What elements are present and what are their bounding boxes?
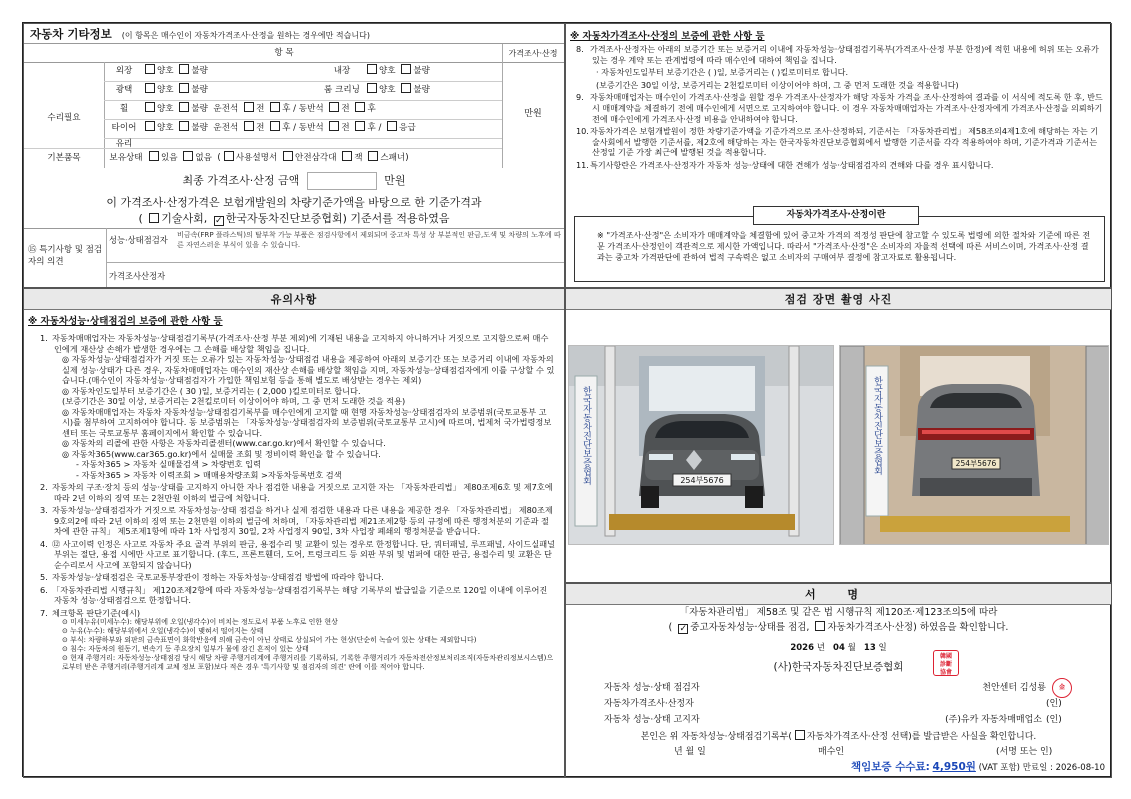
driver-seat-label: 운전석 — [213, 123, 239, 133]
tire-good-checkbox[interactable] — [145, 121, 155, 131]
price-definition-title: 자동차가격조사·산정이란 — [753, 206, 919, 225]
association-name: (사)한국자동차진단보증협회 — [773, 661, 904, 673]
gloss-bad-checkbox[interactable] — [179, 83, 189, 93]
criteria-item: ⊙ 부식: 차량하부와 외판의 금속표면이 화학반응에 의해 금속이 아닌 상태로 상실되어 가는 현상(단순히 녹슬어 있는 상태는 제외합니다) — [62, 636, 556, 645]
caution-subtitle: ※ 자동차성능·상태점검의 보증에 관한 사항 등 — [28, 316, 223, 327]
triangle-checkbox[interactable] — [283, 151, 293, 161]
fee-line — [566, 761, 1105, 774]
price-guarantee-list — [566, 44, 1111, 171]
caution-num: 7. — [40, 607, 48, 618]
fee-vat: (VAT 포함) — [978, 763, 1020, 773]
final-price-label: 최종 가격조사·산정 금액 — [182, 174, 300, 187]
special-notes-label: ⑮ 특기사항 및 점검자의 의견 — [28, 245, 103, 267]
wheel-passenger-rear-checkbox[interactable] — [355, 102, 365, 112]
front-label: 전 — [256, 123, 265, 133]
option-bad: 불량 — [191, 104, 208, 114]
caution-item-5 — [40, 572, 556, 583]
confirm-line: ( ✓ 중고자동차성능·상태를 점검, 자동차가격조사·산정) 하였음을 확인합니다. — [668, 622, 1009, 634]
caution-sub-2 — [62, 386, 556, 407]
performance-check-checkbox[interactable]: ✓ — [679, 624, 688, 634]
caution-item-1-text: 자동차매매업자는 자동차성능·상태점검기록부(가격조사·산정 부분 제외)에 기재된 내용을 고지하지 아니하거나 거짓으로 고지함으로써 매수인에게 재산상 손해가 발생한 경우에는 그 손해를 배상할 책임을 집니다. — [52, 333, 549, 354]
option-bad: 불량 — [191, 66, 208, 76]
rear-car-photo — [839, 345, 1109, 545]
tire-front-checkbox[interactable] — [244, 121, 254, 131]
caution-item-4 — [40, 538, 556, 571]
price-guarantee-item — [592, 80, 1103, 91]
exterior-good-checkbox[interactable] — [145, 64, 155, 74]
caution-sub-5 — [62, 449, 556, 481]
caution-item-6 — [40, 584, 556, 606]
price-appraiser-label: 자동차가격조사·산정자 — [604, 699, 694, 709]
photos-header: 점검 장면 촬영 사진 — [566, 289, 1111, 310]
wheel-bad-checkbox[interactable] — [179, 102, 189, 112]
price-guarantee-num: 10. — [576, 126, 589, 137]
caution-num: 2. — [40, 482, 48, 492]
front-plate-text: 254부5676 — [680, 476, 724, 485]
association-seal-icon: 韓國 診斷 協會 — [933, 650, 959, 676]
inspector-value: 천안센터 김성룡 — [982, 683, 1046, 693]
price-guarantee-item — [576, 92, 1103, 124]
notifier-value: (주)유카 자동차매매업소 — [945, 715, 1042, 725]
exterior-bad-checkbox[interactable] — [179, 64, 189, 74]
day-unit: 일 — [878, 643, 887, 653]
row-gloss-options — [142, 82, 208, 99]
receipt-a: 본인은 위 자동차성능·상태점검기록부( — [640, 732, 792, 742]
caution-item-4-text: ⑫ 사고이력 인정은 사고로 자동차 주요 골격 부위의 판금, 용접수리 및 교환이 있는 경우로 한정합니다. 단, 쿼터패널, 루프패널, 사이드실패널 부위는 절단, 용접 시에만 사고로 표기합니다. (후드, 프론트휀더, 도어, 트렁크리드 등 외판 부위 및 범퍼에 대한 판금, 용접수리 및 교환은 단순수리로서 사고에 포함되지 않습니다) — [52, 538, 556, 570]
interior-good-checkbox[interactable] — [367, 64, 377, 74]
price-guarantee-num: 11. — [576, 159, 589, 170]
price-guarantee-text: 특기사항란은 가격조사·산정자가 자동차 성능·상태에 대한 견해가 성능·상태점검자의 견해와 다를 경우 표시합니다. — [590, 159, 994, 170]
option-good: 양호 — [379, 66, 396, 76]
price-guarantee-section — [565, 23, 1112, 288]
front-label: 전 — [341, 104, 350, 114]
caution-num: 5. — [40, 572, 48, 582]
signature-section — [565, 583, 1112, 778]
triangle-label: 안전삼각대 — [295, 153, 337, 163]
caution-item-5-text: 자동차성능·상태점검은 국토교통부장관이 정하는 자동차성능·상태점검 방법에 따라야 합니다. — [52, 572, 384, 582]
price-guarantee-item — [592, 67, 1103, 78]
final-price-unit: 만원 — [384, 174, 406, 187]
front-car-image — [569, 346, 834, 545]
front-label: 전 — [256, 104, 265, 114]
wheel-good-checkbox[interactable] — [145, 102, 155, 112]
option-bad: 불량 — [191, 85, 208, 95]
manual-label: 사용설명서 — [235, 153, 278, 163]
price-appraiser-seal: (인) — [1046, 699, 1062, 709]
caution-item-6-text: 「자동차관리법 시행규칙」 제120조제2항에 따라 자동차성능·상태점검기록부는 해당 기록부의 발급일을 기준으로 120일 이내에 이루어진 자동차 성능·상태점검으로 한정합니다. — [52, 584, 548, 605]
interior-bad-checkbox[interactable] — [401, 64, 411, 74]
final-price-input[interactable] — [307, 172, 377, 190]
price-definition-box — [574, 216, 1105, 282]
room-cleaning-bad-checkbox[interactable] — [401, 83, 411, 93]
price-inspector-label: 가격조사산정자 — [109, 271, 166, 281]
have-label: 있음 — [161, 153, 178, 163]
receipt-b: 자동차가격조사·산정 선택)를 발급받은 사실을 확인합니다. — [806, 732, 1037, 742]
confirm-a: 중고자동차성능·상태를 점검, — [690, 622, 810, 633]
wheel-front-checkbox[interactable] — [244, 102, 254, 112]
have-checkbox[interactable] — [149, 151, 159, 161]
emergency-label: 응급 — [399, 123, 416, 133]
date-month: 04 — [833, 643, 845, 653]
caution-sub-3 — [62, 407, 556, 439]
caution-sub-2-text: 자동차인도일부터 보증기간은 ( 30 )일, 보증거리는 ( 2,000 )킬로미터로 합니다. — [71, 385, 361, 396]
wall-text: 한국자동차진단보증협회 — [872, 376, 882, 475]
tech-society-checkbox[interactable] — [149, 213, 159, 223]
caution-list — [24, 329, 564, 672]
kaa-checkbox[interactable]: ✓ — [214, 216, 223, 226]
price-guarantee-text: (보증기간은 30일 이상, 보증거리는 2천킬로미터 이상이어야 하며, 그 중 먼저 도래한 것을 적용합니다) — [596, 79, 959, 90]
row-room-cleaning-label: 룸 크리닝 — [324, 85, 360, 95]
tire-bad-checkbox[interactable] — [179, 121, 189, 131]
expiry-date: 만료일 : 2026-08-10 — [1022, 763, 1105, 773]
row-tire-label: 타이어 — [111, 123, 137, 133]
wheel-passenger-front-checkbox[interactable] — [329, 102, 339, 112]
tech-society-label: 기술사회, — [161, 212, 208, 225]
caution-item-2-text: 자동차의 구조·장치 등의 성능·상태를 고지하지 아니한 자나 점검한 내용을 거짓으로 고지한 자는 「자동차관리법」 제80조제6호 및 제7호에 따라 2년 이하의 징역 또는 2천만원 이하의 벌금에 처합니다. — [52, 482, 553, 503]
criteria-item: ⊙ 침수: 자동차의 원동기, 변속기 등 주요장치 일부가 물에 잠긴 흔적이 있는 상태 — [62, 645, 556, 654]
row-exterior-label: 외장 — [115, 66, 133, 76]
caution-item-1: 1. 자동차매매업자는 자동차성능·상태점검기록부(가격조사·산정 부분 제외)에 기재된 내용을 고지하지 아니하거나 거짓으로 고지함으로써 매수인에게 재산상 손해가 발생한 경우에는 그 손해를 배상할 책임을 집니다. ◎ 자동차성능·상태점검자가 거짓 또는 오류가 있는 자동차성능·상태점검 내용을 제공하여 아래의 보증기간 또는 보증거리 이내에 자동차의 실제 성능·상태가 다른 경우, 자동차매매업자는 매수인의 재산상 손해를 배상할 책임을 지며, 자동차성능·상태점검자에게 이를 구상할 수 있습니다.(매수인이 자동차성능·상태점검자가 가입한 책임보험 등을 통해 별도로 배상받는 경우는 제외) ◎ 자동차인도일부터 보증기간은 ( 30 )일, 보증거리는 ( 2,000 )킬로미터로 합니다. (보증기간은 30일 이상, 보증거리는 2천킬로미터 이상이어야 하며, 그 중 먼저 도래한 것을 적용) ◎ 자동차매매업자는 자동차 자동차성능·상태점검기록부를 매수인에게 고지할 때 현행 자동차성능·상태점검자의 보증범위(국토교통부 고시)를 첨부하여 고지하여야 합니다. 동 보증범위는 「자동차성능·상태점검자의 보증범위(국토교통부 고시)에 따르며, 법제처 국가법령정보센터 또는 국토교통부 홈페이지에서 확인할 수 있습니다. ◎ 자동차의 리콜에 관한 사항은 자동차리콜센터(www.car.go.kr)에서 확인할 수 있습니다. ◎ 자동차365(www.car365.go.kr)에서 실매물 조회 및 정비이력 확인을 할 수 있습니다. - 자동차365 > 자동차 실매물검색 > 차량번호 입력 - 자동차365 > 자동차 이력조회 > 매매용차량조회 >자동차등록번호 검색 — [54, 333, 556, 480]
rear-passenger-label: 후 / 동반석 — [282, 123, 324, 133]
price-guarantee-item — [576, 126, 1103, 158]
price-guarantee-text: 가격조사·산정자는 아래의 보증기간 또는 보증거리 이내에 자동차성능·상태점검기록부(가격조사·산정 부분 한정)에 적힌 내용에 허위 또는 오류가 있는 경우 계약 또는 관계법령에 따라 매수인에 대하여 책임을 집니다. — [590, 44, 1099, 65]
gloss-good-checkbox[interactable] — [145, 83, 155, 93]
etc-info-grid — [24, 44, 564, 168]
buyer-label: 매수인 — [818, 747, 845, 757]
perf-inspector-note: 비금속(FRP 플라스틱)의 탈부착 가능 부품은 점검사항에서 제외되며 중고차 특성 상 부분적인 판금,도색 및 차량의 노후에 따른 자연스러운 부식이 있을 수 있습니다. — [177, 230, 561, 249]
spanner-checkbox[interactable] — [368, 151, 378, 161]
final-price-line — [24, 172, 564, 190]
rear-plate-text: 254부5676 — [955, 459, 997, 468]
car365-path-b: - 자동차365 > 자동차 이력조회 > 매매용차량조회 >자동차등록번호 검색 — [76, 469, 342, 480]
car365-path-a: - 자동차365 > 자동차 실매물검색 > 차량번호 입력 — [76, 459, 261, 469]
price-guarantee-item — [576, 44, 1103, 65]
price-guarantee-title: ※ 자동차가격조사·산정의 보증에 관한 사항 등 — [570, 31, 765, 42]
caution-num: 4. — [40, 538, 48, 549]
caution-scope-note: 동 보증범위는 「자동차성능·상태점검자의 보증범위(국토교통부 고시)에 따르며, 법제처 국가법령정보센터 또는 국토교통부 홈페이지에서 확인할 수 있습니다. — [62, 417, 552, 438]
price-guarantee-num: 9. — [576, 92, 584, 103]
none-label: 없음 — [195, 153, 212, 163]
caution-num: 6. — [40, 584, 48, 595]
etc-info-title-text: 자동차 기타정보 — [30, 27, 112, 41]
fee-value: 4,950원 — [932, 761, 976, 773]
tire-rear-checkbox[interactable] — [270, 121, 280, 131]
row-interior-options — [364, 63, 430, 80]
option-bad: 불량 — [191, 123, 208, 133]
jack-label: 잭 — [354, 153, 363, 163]
header-item: 항 목 — [274, 48, 294, 58]
price-guarantee-text: 자동차매매업자는 매수인이 가격조사·산정을 원할 경우 가격조사·산정자가 해당 자동차 가격을 조사·산정하여 결과를 이 서식에 적도록 한 후, 반드시 매매계약을 체결하기 전에 매수인에게 서면으로 고지하여야 합니다. 이 경우 자동차매매업자는 가격조사·산정자에게 가격조사·산정을 의뢰하기 전에 매수인에게 가격조사·산정 비용을 안내하여야 합니다. — [590, 92, 1103, 124]
issue-date — [566, 642, 1111, 654]
receipt-price-checkbox[interactable] — [795, 730, 805, 740]
option-good: 양호 — [157, 123, 174, 133]
standard-options: ( 기술사회, ✓ 한국자동차진단보증협회) 기준서를 적용하였음 — [138, 212, 450, 226]
option-bad: 불량 — [413, 66, 430, 76]
criteria-item: ⊙ 누유(누수): 해당부위에서 오일(냉각수)이 맺혀서 떨어지는 상태 — [62, 627, 556, 636]
inspection-photos-section — [565, 288, 1112, 583]
basic-items-label: 기본품목 — [47, 153, 81, 163]
caution-sub-1: ◎ 자동차성능·상태점검자가 거짓 또는 오류가 있는 자동차성능·상태점검 내용을 제공하여 아래의 보증기간 또는 보증거리 이내에 자동차의 실제 성능·상태가 다른 경우, 자동차매매업자는 매수인의 재산상 손해를 배상할 책임을 지며, 자동차성능·상태점검자에게 이를 구상할 수 있습니다.(매수인이 자동차성능·상태점검자가 가입한 책임보험 등을 통해 별도로 배상받는 경우는 제외) — [62, 354, 556, 386]
price-inspector-row — [106, 262, 564, 288]
room-cleaning-good-checkbox[interactable] — [367, 83, 377, 93]
month-unit: 월 — [847, 643, 856, 653]
row-exterior-options — [142, 63, 208, 80]
notifier-label: 자동차 성능·상태 고지자 — [604, 715, 700, 725]
criteria-item: ⊙ 현재 주행거리: 자동차성능·상태점검 당시 해당 차량 주행거리계에 주행거리를 기록하되, 기록한 주행거리가 자동차전산정보처리조직(자동차관리정보시스템)으로부터 받은 주행거리(주행거리계 교체 정보 포함)보다 적은 경우 '특기사항 및 점검자의 의견' 란에 이를 적어야 합니다. — [62, 654, 556, 672]
price-unit-man-won: 만원 — [524, 109, 542, 119]
caution-item-3-text: 자동차성능·상태점검자가 거짓으로 자동차성능·상태 점검을 하거나 실제 점검한 내용과 다른 내용을 제공한 경우 「자동차관리법」 제80조제9호의2에 따라 2년 이하의 징역 또는 2천만원 이하의 벌금에 처하며, 「자동차관리법 제21조제2항 등의 규정에 따른 행정처분의 기준과 절차에 관한 규칙」 제5조제1항에 따라 1차 사업정지 30일, 2차 사업정지 90일, 3차 사업장 폐쇄의 행정처분을 받습니다. — [52, 505, 553, 536]
rear-car-image — [840, 346, 1109, 545]
perf-inspector-label: 성능·상태점검자 — [109, 235, 168, 245]
caution-guarantee-note: (보증기간은 30일 이상, 보증거리는 2천킬로미터 이상이어야 하며, 그 중 먼저 도래한 것을 적용) — [62, 396, 406, 406]
option-bad: 불량 — [413, 85, 430, 95]
option-good: 양호 — [157, 85, 174, 95]
driver-seat-label: 운전석 — [213, 104, 239, 114]
row-room-cleaning-options — [364, 82, 430, 99]
buyer-date-blank: 년 월 일 — [674, 747, 706, 757]
price-check-checkbox[interactable] — [815, 621, 825, 631]
caution-sub-4: ◎ 자동차의 리콜에 관한 사항은 자동차리콜센터(www.car.go.kr)에서 확인할 수 있습니다. — [62, 438, 556, 449]
caution-section — [23, 288, 565, 778]
inspection-record-sheet — [22, 22, 1111, 777]
caution-num: 3. — [40, 505, 48, 515]
row-possession-options: 있음 없음 ( 사용설명서 안전삼각대 잭 스패너) — [146, 150, 409, 167]
price-guarantee-num: 8. — [576, 44, 584, 54]
front-label: 전 — [341, 123, 350, 133]
signature-header: 서 명 — [566, 584, 1111, 605]
criteria-item: ⊙ 미세누유(미세누수): 해당부위에 오일(냉각수)이 비치는 정도로서 부품 노후로 인한 현상 — [62, 618, 556, 627]
front-car-photo — [568, 345, 834, 545]
wheel-rear-checkbox[interactable] — [270, 102, 280, 112]
etc-info-note: (이 항목은 매수인이 자동차가격조사·산정을 원하는 경우에만 적습니다) — [121, 31, 370, 40]
header-price: 가격조사·산정 — [508, 49, 558, 58]
tire-passenger-rear-checkbox[interactable] — [355, 121, 365, 131]
option-good: 양호 — [379, 85, 396, 95]
standard-sentence: 이 가격조사·산정가격은 보험개발원의 차량기준가액을 바탕으로 한 기준가격과 — [106, 196, 482, 209]
price-guarantee-item — [576, 159, 1103, 171]
etc-info-title — [24, 24, 564, 44]
option-good: 양호 — [157, 66, 174, 76]
caution-item-3 — [40, 505, 556, 537]
wall-text: 한국자동차진단보증협회 — [581, 386, 591, 485]
notifier-seal: (인) — [1046, 715, 1062, 725]
jack-checkbox[interactable] — [342, 151, 352, 161]
caution-sub-5-text: 자동차365(www.car365.go.kr)에서 실매물 조회 및 정비이력 확인을 할 수 있습니다. — [71, 448, 381, 459]
repair-needed-label: 수리필요 — [47, 113, 81, 123]
buyer-sign-field[interactable]: (서명 또는 인) — [996, 747, 1053, 757]
caution-item-7-text: 체크항목 판단기준(예시) — [52, 607, 141, 618]
none-checkbox[interactable] — [183, 151, 193, 161]
date-year: 2026 — [790, 643, 814, 653]
row-gloss-label: 광택 — [115, 85, 133, 95]
row-tire-options: 양호 불량 운전석 전 후 / 동반석 전 후 / 응급 — [142, 120, 416, 137]
rear-passenger-label: 후 / 동반석 — [282, 104, 324, 114]
date-day: 13 — [863, 643, 876, 653]
caution-item-2 — [40, 482, 556, 503]
year-unit: 년 — [816, 643, 825, 653]
spanner-label: 스패너 — [380, 153, 406, 163]
receipt-line — [566, 730, 1111, 743]
tire-passenger-front-checkbox[interactable] — [329, 121, 339, 131]
row-glass-label: 유리 — [115, 139, 133, 149]
law-line: 「자동차관리법」 제58조 및 같은 법 시행규칙 제120조·제123조의5에 따라 — [679, 607, 998, 618]
option-good: 양호 — [157, 104, 174, 114]
caution-item-7 — [40, 607, 556, 673]
price-guarantee-text: · 자동차인도일부터 보증기간은 ( )일, 보증거리는 ( )킬로미터로 합니다. — [596, 67, 849, 78]
row-possession-label: 보유상태 — [109, 153, 143, 163]
manual-checkbox[interactable] — [224, 151, 234, 161]
inspector-seal-icon: 金 — [1052, 678, 1072, 698]
confirm-b: 자동차가격조사·산정) 하였음을 확인합니다. — [827, 622, 1009, 633]
criteria-list — [54, 618, 556, 672]
row-wheel-label: 휠 — [119, 104, 129, 114]
row-wheel-options: 양호 불량 운전석 전 후 / 동반석 전 후 — [142, 101, 376, 118]
caution-header: 유의사항 — [24, 289, 564, 310]
inspector-label: 자동차 성능·상태 점검자 — [604, 683, 700, 693]
kaa-label: 한국자동차진단보증협회) 기준서를 적용하였음 — [225, 212, 450, 225]
fee-label: 책임보증 수수료: — [850, 761, 930, 773]
price-definition-text: ※ "가격조사·산정"은 소비자가 매매계약을 체결함에 있어 중고차 가격의 적정성 판단에 참고할 수 있도록 법령에 의한 절차와 기준에 따른 전문 가격조사·산정인이 객관적으로 제시한 가액입니다. 따라서 "가격조사·산정"은 소비자의 자율적 선택에 따른 서비스이며, 가격조사·산정 결과는 중고차 가격판단에 관하여 법적 구속력은 없고 소비자의 구매여부 결정에 참고자료로 활용됩니다. — [597, 230, 1091, 262]
perf-inspector-row — [106, 228, 564, 262]
caution-sub-3-text: 자동차매매업자는 자동차 자동차성능·상태점검기록부를 매수인에게 고지할 때 현행 자동차성능·상태점검자의 보증범위(국토교통부 고시)를 첨부하여 고지하여야 합니다. — [62, 406, 547, 427]
vehicle-etc-info-section — [23, 23, 565, 288]
tire-emergency-checkbox[interactable] — [387, 121, 397, 131]
caution-item-1-subs — [54, 354, 556, 480]
row-interior-label: 내장 — [333, 66, 351, 76]
price-guarantee-text: 자동차가격은 보험개발원이 정한 차량기준가액을 기준가격으로 조사·산정하되, 기준서는 「자동차관리법」 제58조의4제1호에 해당하는 자는 기술사회에서 발행한 기준서를, 제2호에 해당하는 자는 한국자동차진단보증협회에서 발행한 기준서를 각각 적용하여야 하며, 기준가격과 기준서는 산정일 기준 가장 최근에 발행된 것을 적용합니다. — [590, 126, 1099, 158]
